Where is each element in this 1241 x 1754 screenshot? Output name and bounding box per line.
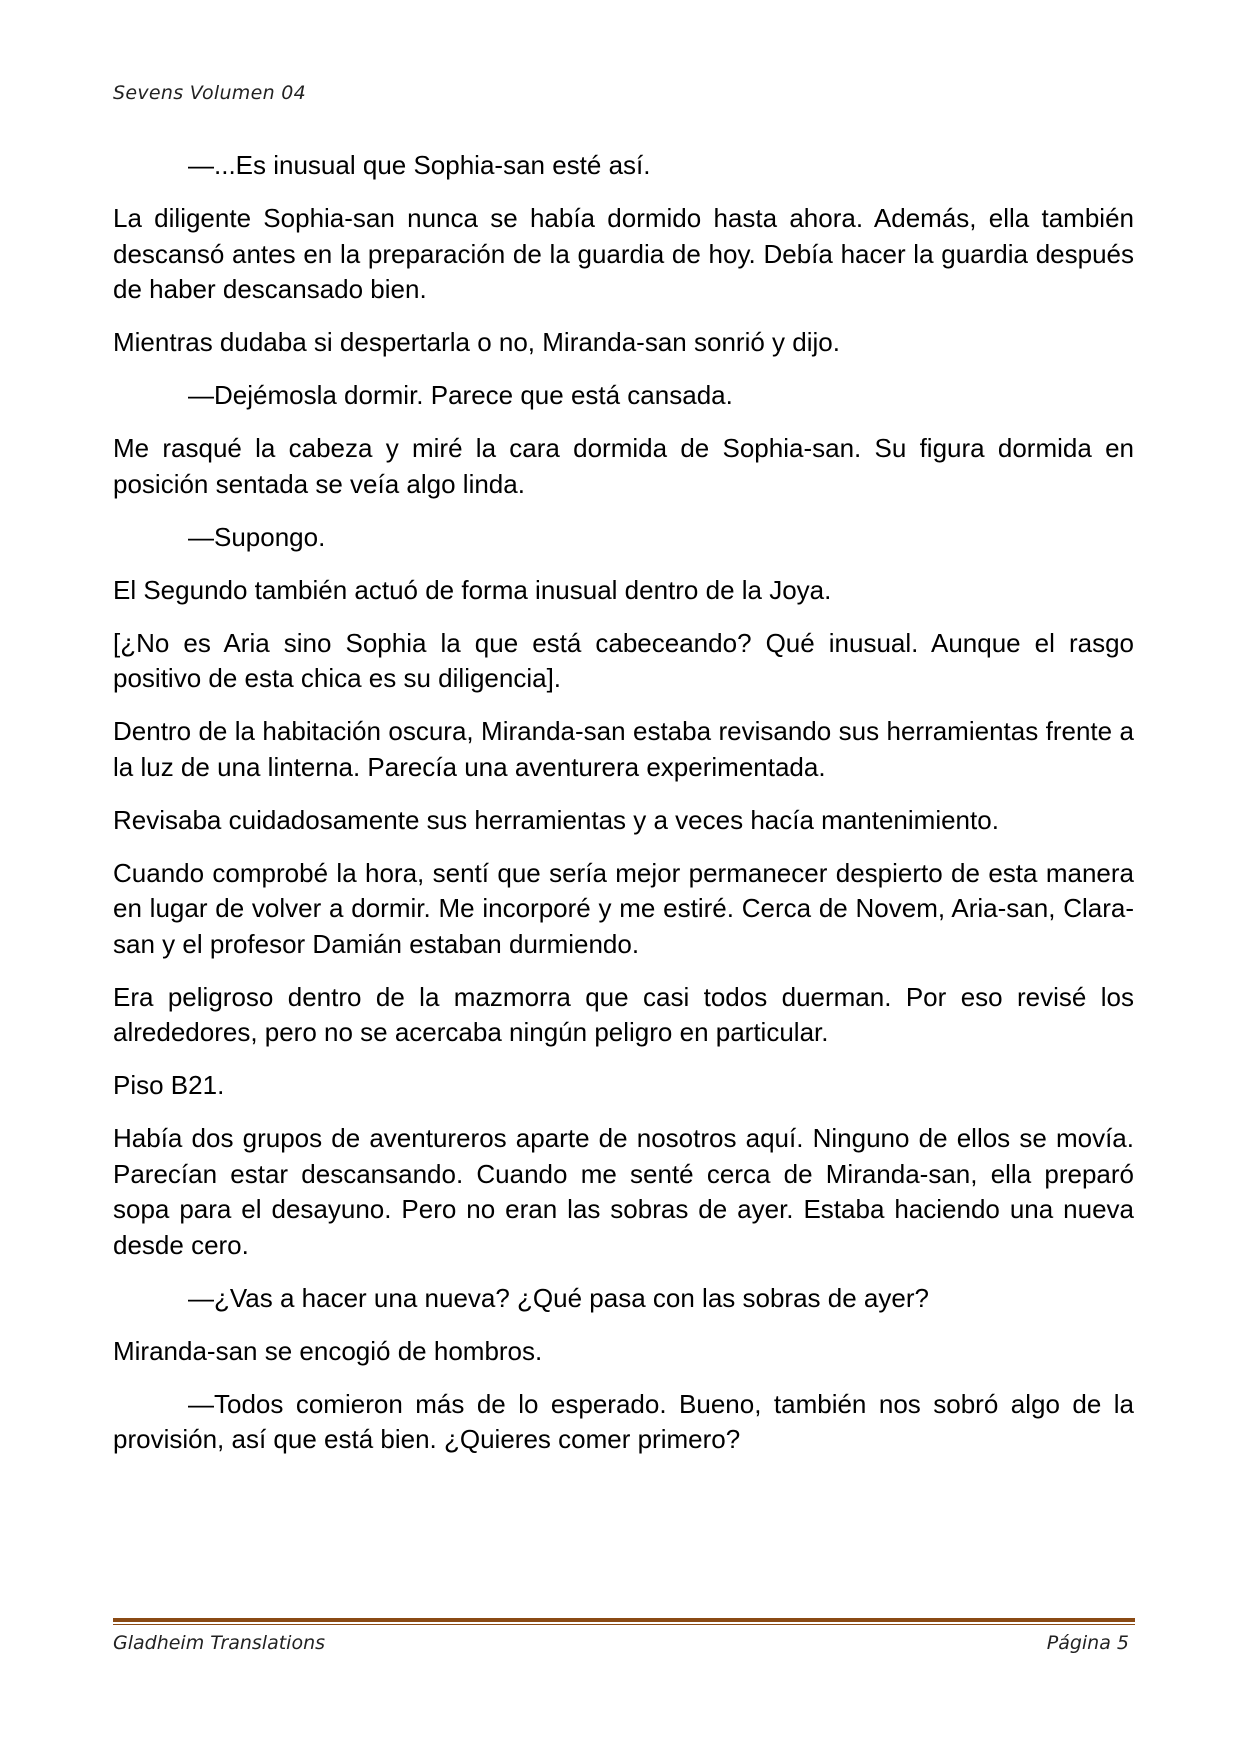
dialogue-line: —...Es inusual que Sophia-san esté así. <box>188 150 651 180</box>
paragraph: Miranda-san se encogió de hombros. <box>113 1335 543 1366</box>
running-header: Sevens Volumen 04 <box>113 82 307 104</box>
footer-credit: Gladheim Translations <box>113 1632 326 1654</box>
paragraph: Era peligroso dentro de la mazmorra que casi todos duerman. Por eso revisé los alrededores, pero no se acercaba ningún peligro en particular. <box>113 981 1134 1047</box>
paragraph: Me rasqué la cabeza y miré la cara dormida de Sophia-san. Su figura dormida en posición sentada se veía algo linda. <box>113 433 1134 499</box>
dialogue-line: —Todos comieron más de lo esperado. Bueno, también nos sobró algo de la provisión, así que está bien. ¿Quieres comer primero? <box>113 1388 1134 1454</box>
paragraph: Había dos grupos de aventureros aparte de nosotros aquí. Ninguno de ellos se movía. Parecían estar descansando. Cuando me senté cerca de Miranda-san, ella preparó sopa para el desayuno. Pero no eran las sobras de ayer. Estaba haciendo una nueva desde cero. <box>113 1123 1134 1260</box>
page-body <box>113 148 1134 1475</box>
paragraph: La diligente Sophia-san nunca se había dormido hasta ahora. Además, ella también descansó antes en la preparación de la guardia de hoy. Debía hacer la guardia después de haber descansado bien. <box>113 203 1134 304</box>
paragraph: Revisaba cuidadosamente sus herramientas y a veces hacía mantenimiento. <box>113 804 999 835</box>
paragraph: Cuando comprobé la hora, sentí que sería mejor permanecer despierto de esta manera en lugar de volver a dormir. Me incorporé y me estiré. Cerca de Novem, Aria-san, Clara-san y el profesor Damián estaban durmiendo. <box>113 857 1134 959</box>
paragraph: Dentro de la habitación oscura, Miranda-san estaba revisando sus herramientas frente a la luz de una linterna. Parecía una aventurera experimentada. <box>113 716 1134 782</box>
paragraph: Piso B21. <box>113 1070 225 1100</box>
footer-rule-thin <box>113 1624 1135 1625</box>
paragraph: El Segundo también actuó de forma inusual dentro de la Joya. <box>113 574 832 605</box>
dialogue-line: —¿Vas a hacer una nueva? ¿Qué pasa con las sobras de ayer? <box>188 1282 929 1313</box>
footer-rule <box>113 1618 1135 1622</box>
dialogue-line: —Dejémosla dormir. Parece que está cansada. <box>188 380 733 410</box>
dialogue-line: —Supongo. <box>188 521 326 552</box>
page-number: Página 5 <box>1046 1632 1129 1654</box>
paragraph: [¿No es Aria sino Sophia la que está cabeceando? Qué inusual. Aunque el rasgo positivo de esta chica es su diligencia]. <box>113 627 1134 693</box>
paragraph: Mientras dudaba si despertarla o no, Miranda-san sonrió y dijo. <box>113 327 840 357</box>
